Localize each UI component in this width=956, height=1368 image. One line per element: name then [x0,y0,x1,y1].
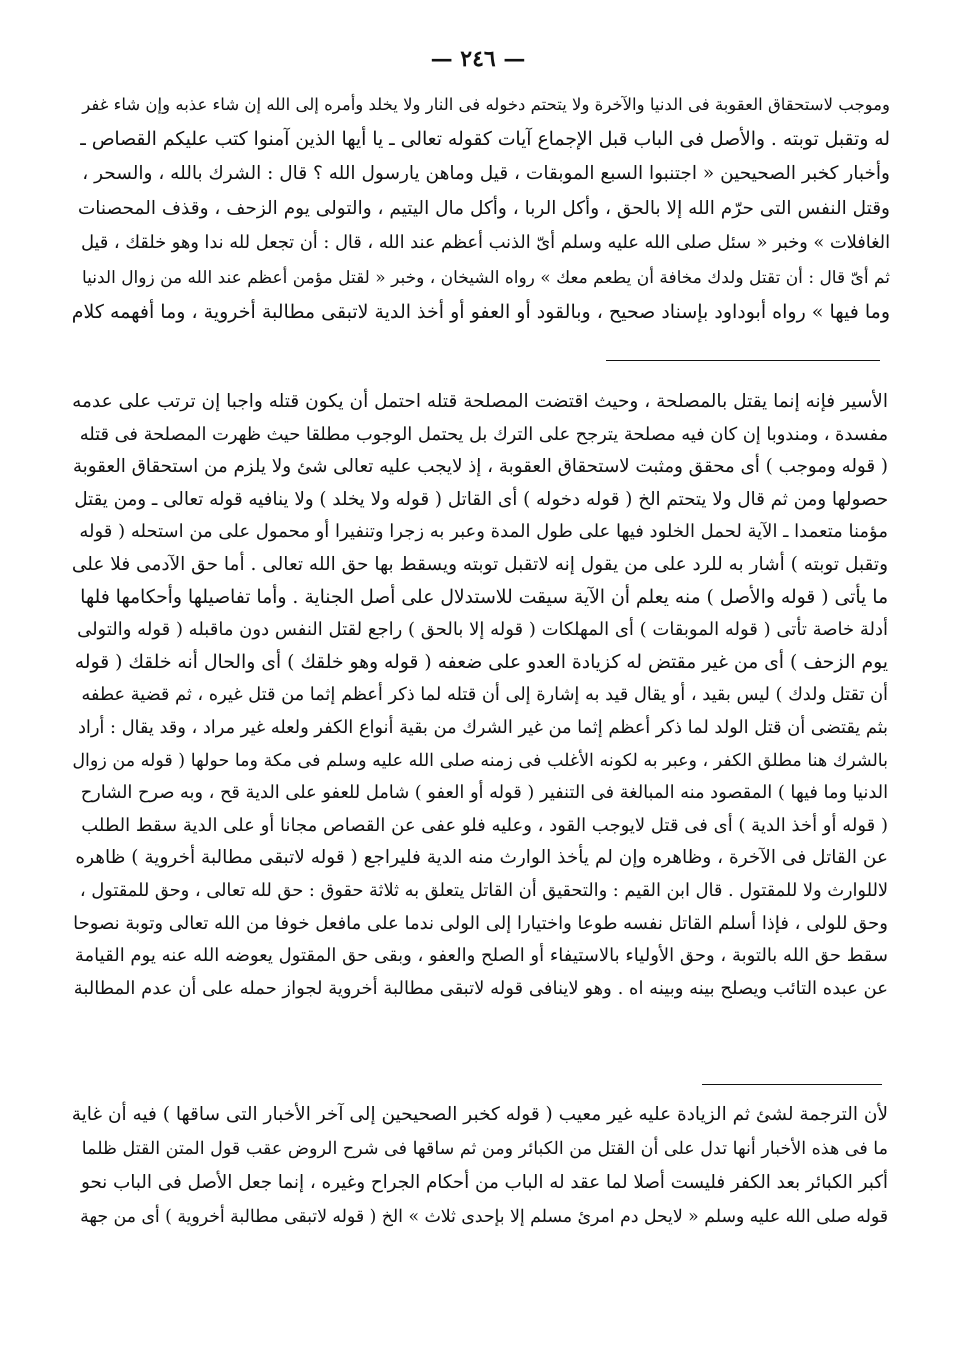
commentary-line: الدنيا وما فيها ) المقصود منه المبالغة فى التنفير ( قوله أو العفو ) شامل للعفو على الدية قح ، وبه صرح الشارح [80,783,888,804]
commentary-line: يوم الزحف ) أى من غير مقتض له كزيادة العدو على ضعفه ( قوله وهو خلقك ) أى والحال أنه خلقك ( قوله [74,651,888,673]
footnote-line: قوله صلى الله عليه وسلم « لايحل دم امرئ مسلم إلا بإحدى ثلاث » الخ ( قوله لاتبقى مطالبة أخروية ) أى من جهة [80,1207,888,1227]
commentary-line: عن عبده التائب ويصلح بينه وبينه اه . وهو لاينافى قوله لاتبقى مطالبة أخروية لجواز حمله على أن عدم المطالبة [73,977,888,999]
commentary-line: وتقبل توبته ) أشار به للرد على من يقول إنه لاتقبل توبته ويسقط بها حق الله تعالى . أما حق الآدمى فلا على [72,553,888,575]
footnote-line: ما فى هذه الأخبار أنها تدل على أن القتل من الكبائر ومن ثم ساقها فى شرح الروض عقب قول المتن القتل ظلما [81,1139,888,1159]
commentary-line: مفسدة ، ومندوبا إن كان فيه مصلحة يترجح على الترك بل يحتمل الوجوب مطلقا حيث ظهرت المصلحة فى قتله [79,424,888,445]
main-text-line: وقتل النفس التى حرّم الله إلا بالحق ، وأكل الربا ، وأكل مال اليتيم ، والتولى يوم الزحف ، وقذف المحصنات [77,197,890,219]
main-text-line: وما فيها » رواه أبوداود بإسناد صحيح ، وبالقود أو العفو أو أخذ الدية لاتبقى مطالبة أخروية ، وما أفهمه كلام [72,301,890,323]
main-text-line: وموجب لاستحقاق العقوبة فى الدنيا والآخرة ولا يتحتم دخوله فى النار ولا يخلد وأمره إلى الله إن شاء عذبه وإن شاء غفر [82,95,890,114]
commentary-line: أدلة خاصة تأتى ( قوله الموبقات ) أى المهلكات ( قوله إلا بالحق ) راجع لقتل النفس دون ماقبله ( قوله والتولى [77,619,888,641]
main-text-line: له وتقبل توبته . والأصل فى الباب قبل الإجماع آيات كقوله تعالى ـ يا أيها الذين آمنوا كتب عليكم القصاص ـ [80,128,890,150]
main-text-line: وأخبار كخبر الصحيحين « اجتنبوا السبع الموبقات ، قيل وماهن يارسول الله ؟ قال : الشرك بالله ، والسحر ، [82,163,890,184]
commentary-line: أن تقتل ولدك ) ليس بقيد ، أو يقال قيد به إشارة إلى أن قتله لما ذكر أعظم إثما من قتل غيره ، ثم قضية عطفه [81,685,888,706]
footnote-line: أكبر الكبائر بعد الكفر فليست أصلا لما عقد له الباب من أحكام الجراح وغيره ، إنما جعل الأصل فى الباب نحو [80,1172,888,1193]
commentary-line: بثم يقتضى أن قتل الولد لما ذكر أعظم إثما من غير الشرك من بقية أنواع الكفر ولعله غير مراد ، وقد يقال : أراد [78,717,888,738]
commentary-line: ( قوله وموجب ) أى محقق ومثبت لاستحقاق العقوبة ، إذ لايجب عليه تعالى شئ ولا يلزم من استحقاق العقوبة [72,456,888,478]
commentary-line: عن القاتل فى الآخرة ، وظاهره وإن لم يأخذ الوارث منه الدية فليراجع ( قوله لاتبقى مطالبة أخروية ) ظاهره [75,847,888,869]
commentary-line: سقط حق الله بالتوبة ، وحق الأولياء بالاستيفاء أو الصلح والعفو ، وبقى حق المقتول يعوضه الله عنه يوم القيامة [74,945,888,967]
commentary-line: الأسير فإنه إنما يقتل بالمصلحة ، وحيث اقتضت المصلحة قتله احتمل أن يكون قتله واجبا إن ترتب على عدمه [72,391,888,412]
page-number: — ٢٤٦ — [430,46,526,72]
commentary-line: ( قوله أو أخذ الدية ) أى فى قتل لايوجب القود ، وعليه فلو عفى عن القصاص مجانا أو على الدية سقط الطلب [81,814,888,836]
separator-rule-footnote [702,1084,882,1085]
commentary-text-block [72,386,888,1005]
main-text-line: ثم أىّ قال : أن تقتل ولدك مخافة أن يطعم معك » رواه الشيخان ، وخبر « لقتل مؤمن أعظم عند الله من زوال الدنيا [81,267,890,288]
commentary-line: مؤمنا متعمدا ـ الآية لحمل الخلود فيها على طول المدة وعبر به زجرا وتنفيرا أو محمول على من استحله ( قوله [79,521,888,543]
commentary-line: ما يأتى ( قوله والأصل ) منه يعلم أن الآية سيقت للاستدلال على أصل الجناية . وأما تفاصيلها وأحكامها فلها [80,586,888,608]
commentary-line: لاللوارث ولا للمقتول . قال ابن القيم : والتحقيق أن القاتل يتعلق به ثلاثة حقوق : حق لله تعالى ، وحق للمقتول ، [79,880,888,901]
footnote-line: لأن الترجمة لشئ ثم الزيادة عليه غير معيب ( قوله كخبر الصحيحين إلى آخر الأخبار التى ساقها ) فيه أن غاية [72,1104,888,1125]
separator-rule-main [606,360,880,361]
commentary-line: بالشرك هنا مطلق الكفر ، وعبر به لكونه الأغلب فى زمنه صلى الله عليه وسلم فى مكة وما حولها ( قوله من زوال [72,750,888,771]
main-text-line: الغافلات » وخبر « سئل صلى الله عليه وسلم أىّ الذنب أعظم عند الله ، قال : أن تجعل لله ندا وهو خلقك ، قيل [80,233,890,253]
commentary-line: وحق للولى ، فإذا أسلم القاتل نفسه طوعا واختيارا إلى الولى ندما على مافعل خوفا من الله تعالى وتوبة نصوحا [73,912,888,934]
commentary-line: حصولها ومن ثم قال ولا يتحتم الخ ( قوله دخوله ) أى القاتل ( قوله ولا يخلد ) ولا ينافيه قوله تعالى ـ ومن يقتل [74,488,888,510]
footnote-text-block [72,1098,888,1234]
main-text-block [72,88,890,330]
